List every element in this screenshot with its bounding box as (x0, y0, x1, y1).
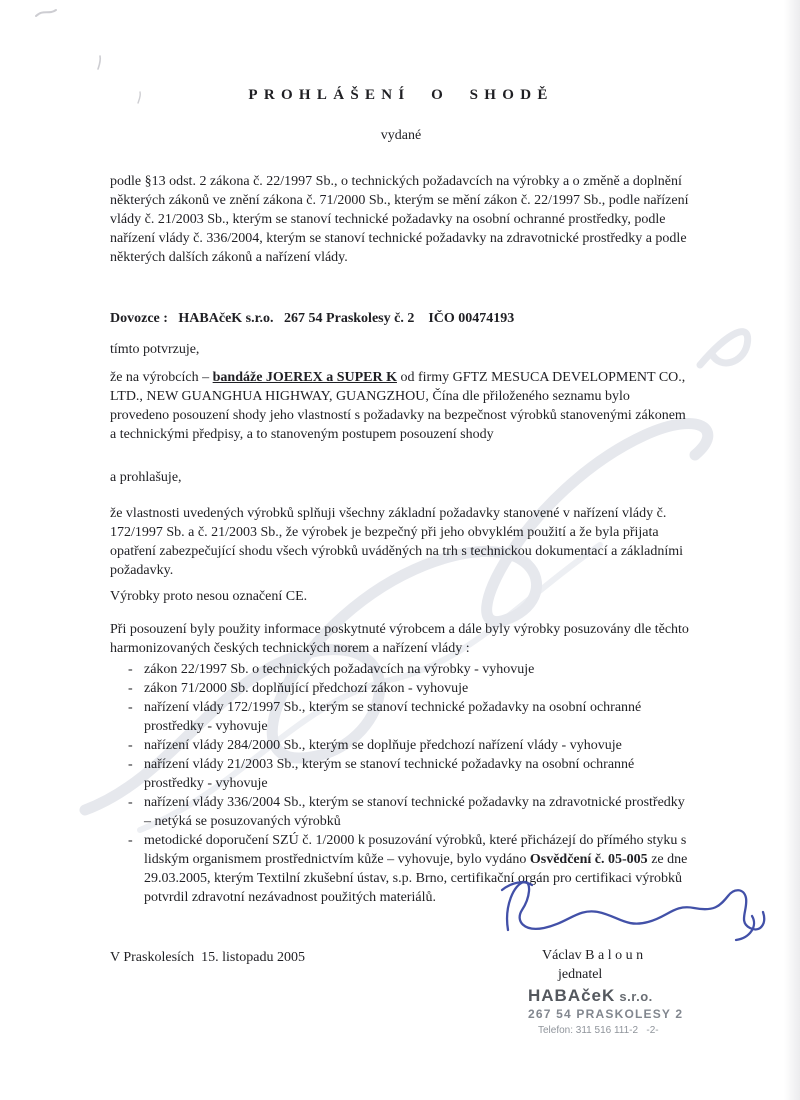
place-date-line: V Praskolesích 15. listopadu 2005 (110, 950, 305, 965)
page-title: PROHLÁŠENÍ O SHODĚ (248, 87, 554, 103)
stamp-company-line (528, 987, 778, 1006)
list-item: - zákon 71/2000 Sb. doplňující předchozí zákon - vyhovuje (128, 679, 692, 698)
assessment-list (110, 660, 692, 907)
list-item: - zákon 22/1997 Sb. o technických požadavcích na výrobky - vyhovuje (128, 660, 692, 679)
product-names: bandáže JOEREX a SUPER K (212, 370, 397, 385)
assessment-intro: Při posouzení byly použity informace poskytnuté výrobcem a dále byly výrobky posuzovány dle těchto harmonizovaných českých technických norem a nařízení vlády : (110, 622, 689, 656)
declaration-line: a prohlašuje, (110, 470, 182, 485)
stamp-address: 267 54 PRASKOLESY 2 (528, 1007, 684, 1021)
confirmation-line: tímto potvrzuje, (110, 342, 200, 357)
last-item-post: ze dne 29.03.2005, kterým Textilní zkušební ústav, s.p. Brno, certifikační orgán pro certifikaci výrobků potvrdil zdravotní nezávadnost použitých materiálů. (144, 852, 688, 905)
compliance-paragraph: že vlastnosti uvedených výrobků splňuji všechny základní požadavky stanovené v nařízení vlády č. 172/1997 Sb. a č. 21/2003 Sb., že výrobek je bezpečný při jeho obvyklém použití a že byla přijata opatření zabezpečující shodu všech výrobků uváděných na trh s technickou dokumentací a základními požadavky. (110, 506, 684, 578)
products-text-post: od firmy GFTZ MESUCA DEVELOPMENT CO., LTD., NEW GUANGHUA HIGHWAY, GUANGZHOU, Čína dle přiloženého seznamu bylo provedeno posouzení shody jeho vlastností s požadavky na bezpečnost výrobků stanovenými zákonem a technickými předpisy, a to stanoveným postupem posouzení shody (110, 370, 686, 442)
products-text-pre: že na výrobcích – (110, 370, 213, 385)
subtitle: vydané (380, 128, 422, 143)
stamp-company-suffix: s.r.o. (615, 989, 653, 1004)
certificate-number: Osvědčení č. 05-005 (529, 852, 648, 867)
stamp-phone: Telefon: 311 516 111-2 -2- (538, 1025, 659, 1036)
legal-basis-paragraph: podle §13 odst. 2 zákona č. 22/1997 Sb., o technických požadavcích na výrobky a o změně a doplnění některých zákonů ve znění zákona č. 71/2000 Sb., kterým se mění zákon č. 22/1997 Sb., podle nařízení vlády č. 21/2003 Sb., kterým se stanoví technické požadavky na osobní ochranné prostředky, podle nařízení vlády č. 336/2004, kterým se stanoví technické požadavky na zdravotnické prostředky a podle některých dalších zákonů a nařízení vlády. (110, 174, 689, 265)
stamp-company-name: HABAčeK (528, 986, 616, 1005)
importer-line: Dovozce : HABAčeK s.r.o. 267 54 Praskolesy č. 2 IČO 00474193 (110, 311, 515, 326)
list-item: - nařízení vlády 21/2003 Sb., kterým se stanoví technické požadavky na osobní ochranné prostředky - vyhovuje (128, 755, 692, 793)
signer-role: jednatel (558, 967, 603, 982)
company-stamp (528, 987, 778, 1038)
signature-handwriting (468, 872, 768, 946)
signer-name: Václav B a l o u n (542, 948, 644, 963)
products-paragraph (110, 368, 692, 444)
signature-block (468, 872, 778, 1038)
list-item: - nařízení vlády 284/2000 Sb., kterým se doplňuje předchozí nařízení vlády - vyhovuje (128, 736, 692, 755)
list-item: - nařízení vlády 172/1997 Sb., kterým se stanoví technické požadavky na osobní ochranné prostředky - vyhovuje (128, 698, 692, 736)
last-item-pre: metodické doporučení SZÚ č. 1/2000 k posuzování výrobků, které přicházejí do přímého styku s lidským organismem prostřednictvím kůže – vyhovuje, bylo vydáno (144, 833, 687, 867)
ce-statement: Výrobky proto nesou označení CE. (110, 589, 308, 604)
list-item: - nařízení vlády 336/2004 Sb., kterým se stanoví technické požadavky na zdravotnické prostředky – netýká se posuzovaných výrobků (128, 793, 692, 831)
